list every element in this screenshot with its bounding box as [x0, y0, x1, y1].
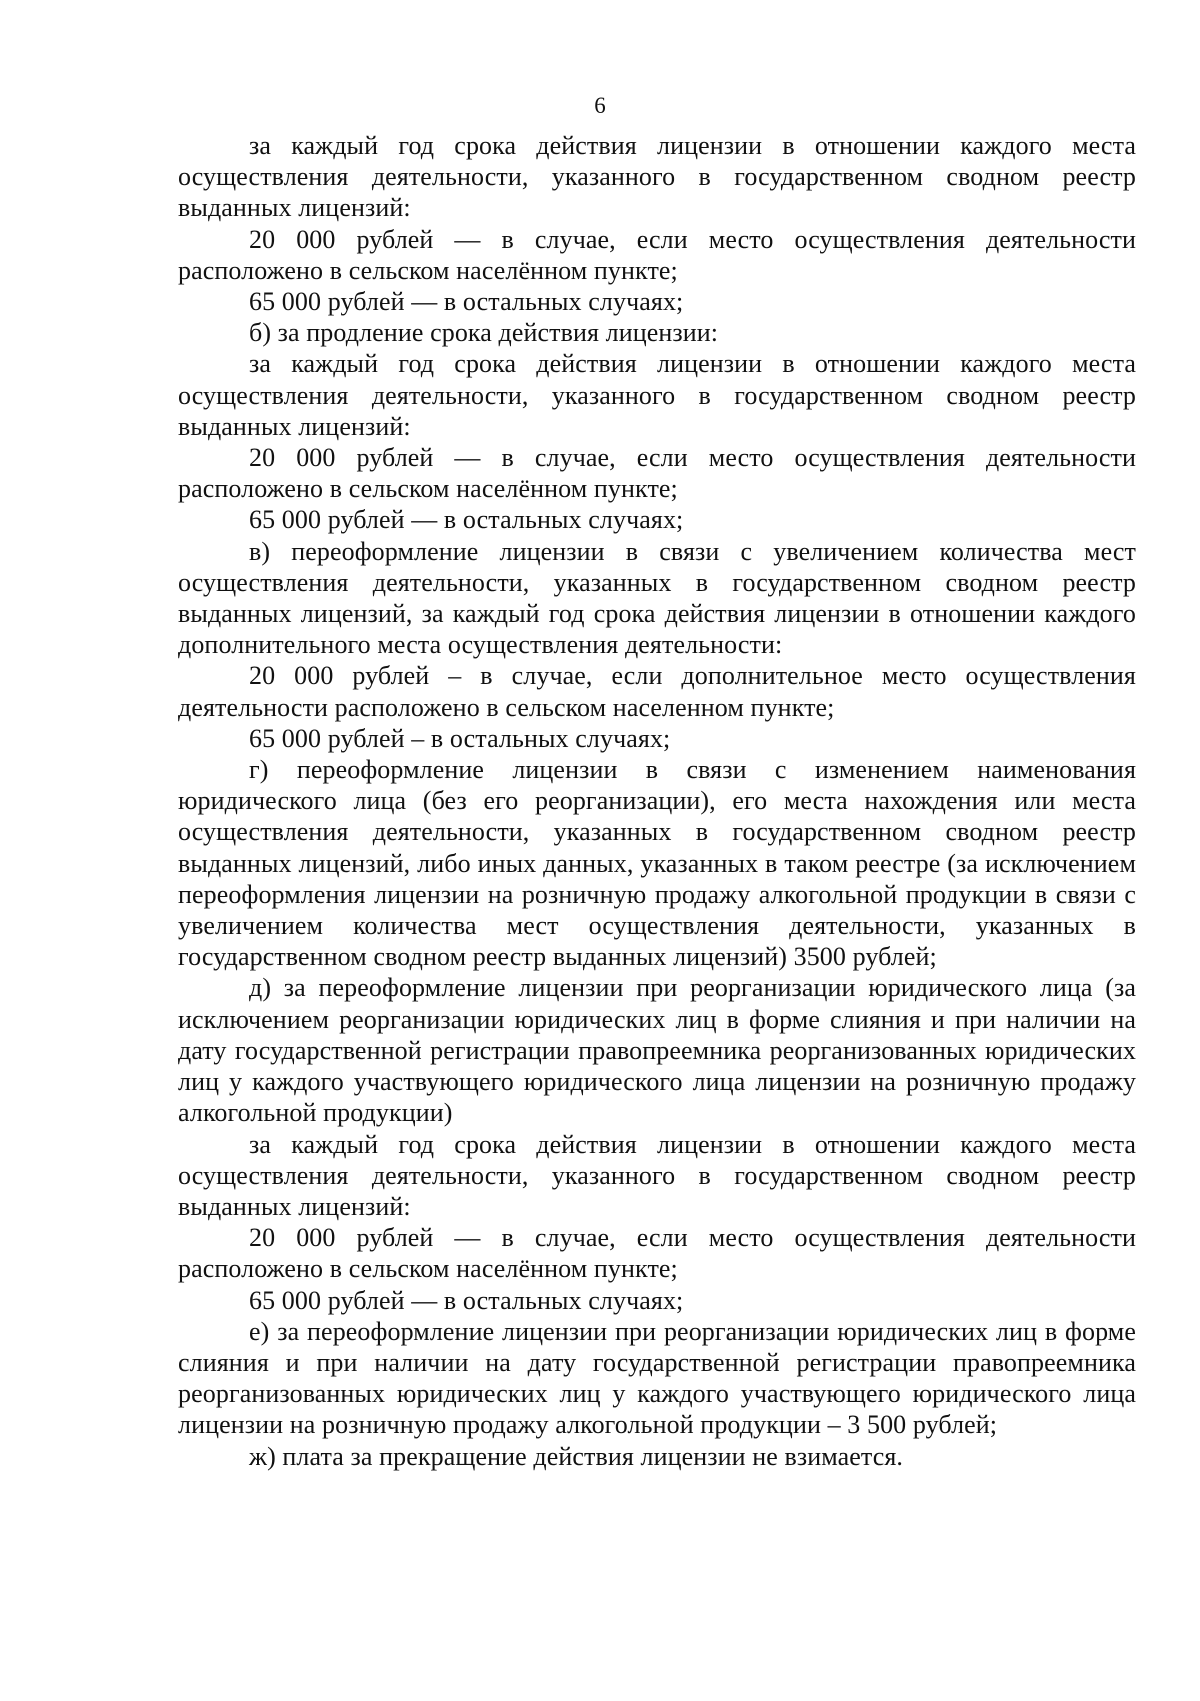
paragraph: ж) плата за прекращение действия лицензии не взимается. [249, 1441, 904, 1471]
paragraph: 20 000 рублей — в случае, если место осуществления деятельности расположено в сельском населённом пункте; [178, 443, 1136, 504]
paragraph: г) переоформление лицензии в связи с изменением наименования юридического лица (без его реорганизации), его места нахождения или места осуществления деятельности, указанных в государственном сводном реестр выданных лицензий, либо иных данных, указанных в таком реестре (за исключением переоформления лицензии на розничную продажу алкогольной продукции в связи с увеличением количества мест осуществления деятельности, указанных в государственном сводном реестр выданных лицензий) 3500 рублей; [178, 755, 1136, 972]
paragraph: 20 000 рублей — в случае, если место осуществления деятельности расположено в сельском населённом пункте; [178, 1223, 1136, 1284]
paragraph: в) переоформление лицензии в связи с увеличением количества мест осуществления деятельности, указанных в государственном сводном реестр выданных лицензий, за каждый год срока действия лицензии в отношении каждого дополнительного места осуществления деятельности: [178, 536, 1136, 660]
paragraph: за каждый год срока действия лицензии в отношении каждого места осуществления деятельности, указанного в государственном сводном реестр выданных лицензий: [178, 1129, 1136, 1221]
paragraph: д) за переоформление лицензии при реорганизации юридического лица (за исключением реорганизации юридических лиц в форме слияния и при наличии на дату государственной регистрации правопреемника реорганизованных юридических лиц у каждого участвующего юридического лица лицензии на розничную продажу алкогольной продукции) [178, 973, 1136, 1128]
paragraph: 65 000 рублей – в остальных случаях; [249, 723, 671, 753]
paragraph: е) за переоформление лицензии при реорганизации юридических лиц в форме слияния и при наличии на дату государственной регистрации правопреемника реорганизованных юридических лиц у каждого участвующего юридического лица лицензии на розничную продажу алкогольной продукции – 3 500 рублей; [178, 1316, 1136, 1440]
paragraph: б) за продление срока действия лицензии: [249, 318, 719, 348]
paragraph: за каждый год срока действия лицензии в отношении каждого места осуществления деятельности, указанного в государственном сводном реестр выданных лицензий: [178, 349, 1136, 441]
paragraph: 65 000 рублей — в остальных случаях; [249, 505, 684, 535]
page-number: 6 [594, 93, 606, 118]
paragraph: 20 000 рублей — в случае, если место осуществления деятельности расположено в сельском населённом пункте; [178, 224, 1136, 285]
paragraph: 65 000 рублей — в остальных случаях; [249, 1285, 684, 1315]
document-body [178, 130, 1136, 1472]
paragraph: за каждый год срока действия лицензии в отношении каждого места осуществления деятельности, указанного в государственном сводном реестр выданных лицензий: [178, 131, 1136, 223]
paragraph: 65 000 рублей — в остальных случаях; [249, 287, 684, 317]
paragraph: 20 000 рублей – в случае, если дополнительное место осуществления деятельности расположено в сельском населенном пункте; [178, 661, 1136, 722]
